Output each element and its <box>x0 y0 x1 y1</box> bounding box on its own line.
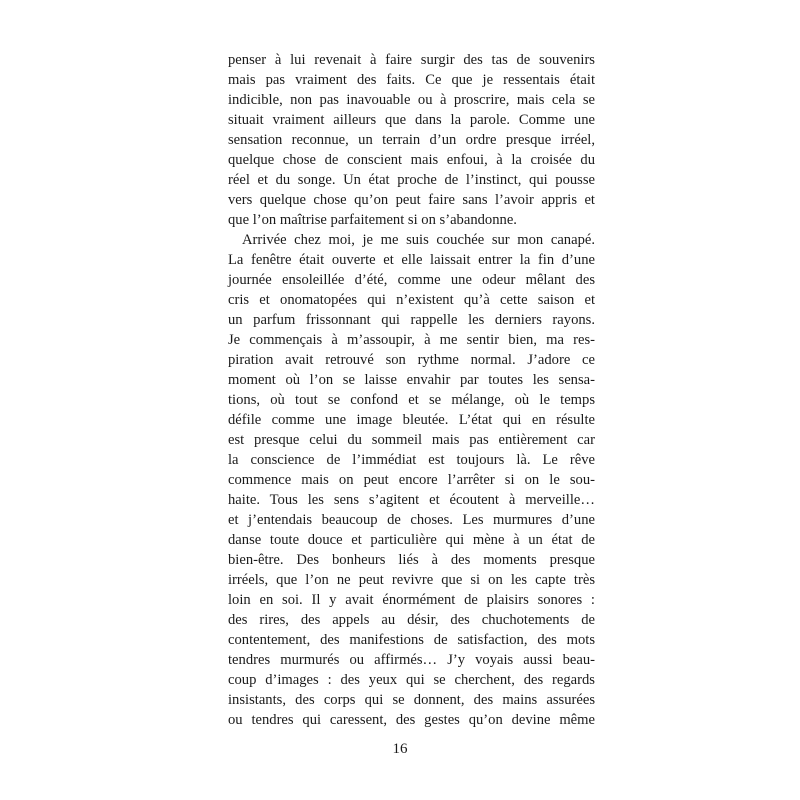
text-line: Je commençais à m’assoupir, à me sentir bien, ma res- <box>228 332 595 348</box>
text-line: est presque celui du sommeil mais pas entièrement car <box>228 432 595 448</box>
text-line: irréels, que l’on ne peut revivre que si on les capte très <box>228 572 595 588</box>
text-line: coup d’images : des yeux qui se cherchent, des regards <box>228 672 595 688</box>
text-line: journée ensoleillée d’été, comme une odeur mêlant des <box>228 272 595 288</box>
text-line: Arrivée chez moi, je me suis couchée sur mon canapé. <box>242 232 595 248</box>
text-line: contentement, des manifestions de satisfaction, des mots <box>228 632 595 648</box>
text-line: quelque chose de conscient mais enfoui, à la croisée du <box>228 152 595 168</box>
text-line: cris et onomatopées qui n’existent qu’à cette saison et <box>228 292 595 308</box>
text-line: loin en soi. Il y avait énormément de plaisirs sonores : <box>228 592 595 608</box>
body-text <box>228 50 595 730</box>
text-line: réel et du songe. Un état proche de l’instinct, qui pousse <box>228 172 595 188</box>
text-line: penser à lui revenait à faire surgir des tas de souvenirs <box>228 52 595 68</box>
text-line: insistants, des corps qui se donnent, des mains assurées <box>228 692 595 708</box>
text-line: et j’entendais beaucoup de choses. Les murmures d’une <box>228 512 595 528</box>
text-line: tions, où tout se confond et se mélange, où le temps <box>228 392 595 408</box>
text-line: piration avait retrouvé son rythme normal. J’adore ce <box>228 352 595 368</box>
text-line: sensation reconnue, un terrain d’un ordre presque irréel, <box>228 132 595 148</box>
paragraph <box>228 230 595 730</box>
text-line: moment où l’on se laisse envahir par toutes les sensa- <box>228 372 595 388</box>
text-line: danse toute douce et particulière qui mène à un état de <box>228 532 595 548</box>
text-line: la conscience de l’immédiat est toujours là. Le rêve <box>228 452 595 468</box>
text-line: que l’on maîtrise parfaitement si on s’abandonne. <box>228 212 517 228</box>
text-line: commence mais on peut encore l’arrêter si on le sou- <box>228 472 595 488</box>
text-line: indicible, non pas inavouable ou à proscrire, mais cela se <box>228 92 595 108</box>
text-line: ou tendres qui caressent, des gestes qu’on devine même <box>228 712 595 728</box>
text-line: mais pas vraiment des faits. Ce que je ressentais était <box>228 72 595 88</box>
text-line: La fenêtre était ouverte et elle laissait entrer la fin d’une <box>228 252 595 268</box>
text-line: des rires, des appels au désir, des chuchotements de <box>228 612 595 628</box>
text-line: un parfum frissonnant qui rappelle les derniers rayons. <box>228 312 595 328</box>
text-line: situait vraiment ailleurs que dans la parole. Comme une <box>228 112 595 128</box>
text-line: haite. Tous les sens s’agitent et écoutent à merveille… <box>228 492 595 508</box>
text-line: défile comme une image bleutée. L’état qui en résulte <box>228 412 595 428</box>
text-line: tendres murmurés ou affirmés… J’y voyais aussi beau- <box>228 652 595 668</box>
page-number: 16 <box>392 741 408 757</box>
paragraph <box>228 50 595 230</box>
text-line: bien-être. Des bonheurs liés à des moments presque <box>228 552 595 568</box>
text-line: vers quelque chose qu’on peut faire sans l’avoir appris et <box>228 192 595 208</box>
